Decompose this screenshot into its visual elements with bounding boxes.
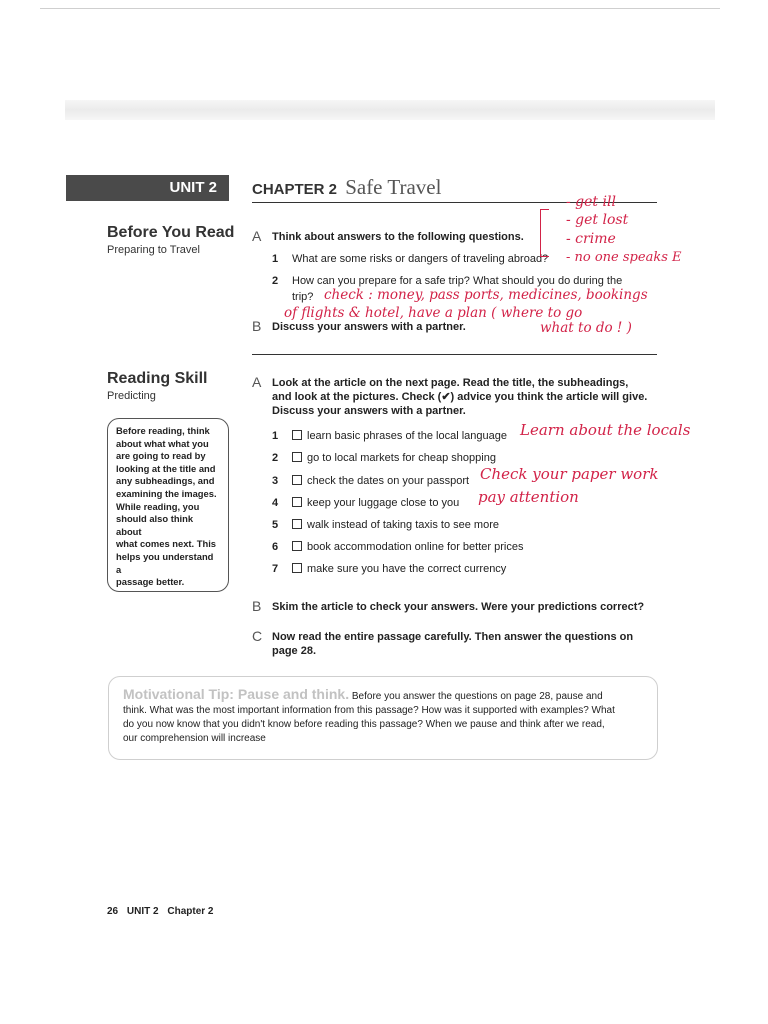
reading-skill-title: Reading Skill bbox=[107, 370, 208, 387]
handwritten-risk-1: - get ill bbox=[566, 194, 616, 210]
reading-section-a-prompt bbox=[272, 376, 647, 418]
checkbox[interactable] bbox=[292, 452, 302, 462]
tip-box-line: what comes next. This bbox=[116, 538, 217, 550]
section-b-letter: B bbox=[252, 318, 262, 334]
tip-body-line: our comprehension will increase bbox=[123, 733, 266, 744]
question-1-number: 1 bbox=[272, 253, 279, 265]
tip-title: Motivational Tip: Pause and think. bbox=[123, 686, 350, 702]
handwritten-prep-line2: of flights & hotel, have a plan ( where to go bbox=[284, 305, 583, 321]
reading-section-c-prompt bbox=[272, 630, 633, 658]
tip-body-line: Before you answer the questions on page 28, pause and bbox=[351, 691, 603, 702]
checklist-item-2[interactable] bbox=[292, 452, 496, 464]
reading-section-c-letter: C bbox=[252, 628, 263, 644]
tip-body-line: do you now know that you didn't know before reading this passage? When we pause and think after we read, bbox=[123, 719, 605, 730]
section-a-letter: A bbox=[252, 228, 262, 244]
chapter-heading bbox=[252, 175, 441, 200]
chapter-title: Safe Travel bbox=[345, 175, 442, 199]
question-1-text: What are some risks or dangers of traveling abroad? bbox=[292, 253, 549, 265]
item-1-number: 1 bbox=[272, 430, 279, 442]
tip-box-line: any subheadings, and bbox=[116, 475, 215, 487]
question-2-number: 2 bbox=[272, 275, 279, 287]
handwritten-bracket bbox=[540, 209, 549, 257]
checkbox[interactable] bbox=[292, 563, 302, 573]
checklist-item-6[interactable] bbox=[292, 541, 523, 553]
tip-box-line: looking at the title and bbox=[116, 462, 216, 474]
section-a-prompt: Think about answers to the following questions. bbox=[272, 231, 524, 243]
item-4-text: keep your luggage close to you bbox=[307, 497, 460, 509]
tip-box-line: examining the images. bbox=[116, 487, 217, 499]
handwritten-risk-3: - crime bbox=[566, 231, 616, 247]
item-1-text: learn basic phrases of the local language bbox=[307, 430, 507, 442]
item-2-number: 2 bbox=[272, 452, 279, 464]
item-7-number: 7 bbox=[272, 563, 279, 575]
tip-box-line: should also think about bbox=[116, 513, 194, 537]
top-border-line bbox=[40, 8, 720, 9]
motivational-tip-box bbox=[108, 676, 658, 760]
footer-chapter: Chapter 2 bbox=[167, 906, 214, 917]
footer-unit: UNIT 2 bbox=[126, 906, 159, 917]
reading-skill-tip-box bbox=[107, 418, 229, 592]
tip-box-line: about what what you bbox=[116, 437, 209, 449]
item-5-number: 5 bbox=[272, 519, 279, 531]
reading-section-b-prompt: Skim the article to check your answers. Were your predictions correct? bbox=[272, 601, 645, 613]
section-divider-rule bbox=[252, 354, 657, 355]
before-you-read-title: Before You Read bbox=[107, 224, 235, 241]
tip-box-line: are going to read by bbox=[116, 450, 206, 462]
tip-box-line: Before reading, think bbox=[116, 425, 210, 436]
unit-label-bar: UNIT 2 bbox=[66, 175, 229, 201]
handwritten-item-3-note: Check your paper work bbox=[480, 465, 659, 483]
item-7-text: make sure you have the correct currency bbox=[307, 563, 507, 575]
before-you-read-subtitle: Preparing to Travel bbox=[107, 244, 200, 256]
prompt-line: Discuss your answers with a partner. bbox=[272, 405, 466, 417]
tip-box-line: helps you understand a bbox=[116, 550, 214, 575]
checklist-item-1[interactable] bbox=[292, 430, 507, 442]
tip-first-line bbox=[123, 687, 645, 704]
checklist-item-4[interactable] bbox=[292, 497, 459, 509]
reading-section-b-letter: B bbox=[252, 598, 262, 614]
reading-skill-subtitle: Predicting bbox=[107, 390, 156, 402]
handwritten-prep-line3: what to do ! ) bbox=[540, 320, 632, 336]
prompt-line: and look at the pictures. Check (✔) advice you think the article will give. bbox=[272, 391, 648, 403]
item-6-number: 6 bbox=[272, 541, 279, 553]
item-2-text: go to local markets for cheap shopping bbox=[307, 452, 496, 464]
item-4-number: 4 bbox=[272, 497, 279, 509]
checkbox[interactable] bbox=[292, 519, 302, 529]
prompt-line: Now read the entire passage carefully. Then answer the questions on bbox=[272, 631, 634, 643]
page-number: 26 bbox=[107, 906, 119, 917]
handwritten-risk-4: - no one speaks E bbox=[566, 250, 682, 265]
checklist-item-5[interactable] bbox=[292, 519, 499, 531]
prompt-line: Look at the article on the next page. Read the title, the subheadings, bbox=[272, 377, 629, 389]
checkbox[interactable] bbox=[292, 541, 302, 551]
handwritten-prep-line1: check : money, pass ports, medicines, bookings bbox=[324, 287, 648, 303]
handwritten-item-4-note: pay attention bbox=[478, 488, 579, 506]
tip-body-line: think. What was the most important information from this passage? How was it supported with examples? What bbox=[123, 705, 615, 716]
chapter-label: CHAPTER 2 bbox=[252, 181, 338, 198]
checklist-item-7[interactable] bbox=[292, 563, 506, 575]
item-5-text: walk instead of taking taxis to see more bbox=[307, 519, 499, 531]
prompt-line: page 28. bbox=[272, 645, 317, 657]
reading-section-a-letter: A bbox=[252, 374, 262, 390]
page-footer bbox=[107, 906, 213, 917]
scan-artifact-band bbox=[65, 100, 715, 120]
handwritten-item-1-note: Learn about the locals bbox=[520, 421, 691, 439]
checkbox[interactable] bbox=[292, 475, 302, 485]
checkbox[interactable] bbox=[292, 497, 302, 507]
item-3-number: 3 bbox=[272, 475, 279, 487]
handwritten-risk-2: - get lost bbox=[566, 212, 629, 228]
question-2-text-line1: How can you prepare for a safe trip? What should you do during the bbox=[292, 275, 623, 287]
section-b-prompt: Discuss your answers with a partner. bbox=[272, 321, 466, 333]
checkbox[interactable] bbox=[292, 430, 302, 440]
item-3-text: check the dates on your passport bbox=[307, 475, 470, 487]
tip-box-line: passage better. bbox=[116, 576, 185, 588]
tip-box-line: While reading, you bbox=[116, 500, 200, 512]
checklist-item-3[interactable] bbox=[292, 475, 469, 487]
item-6-text: book accommodation online for better prices bbox=[307, 541, 524, 553]
question-2-text-line2: trip? bbox=[292, 291, 314, 303]
